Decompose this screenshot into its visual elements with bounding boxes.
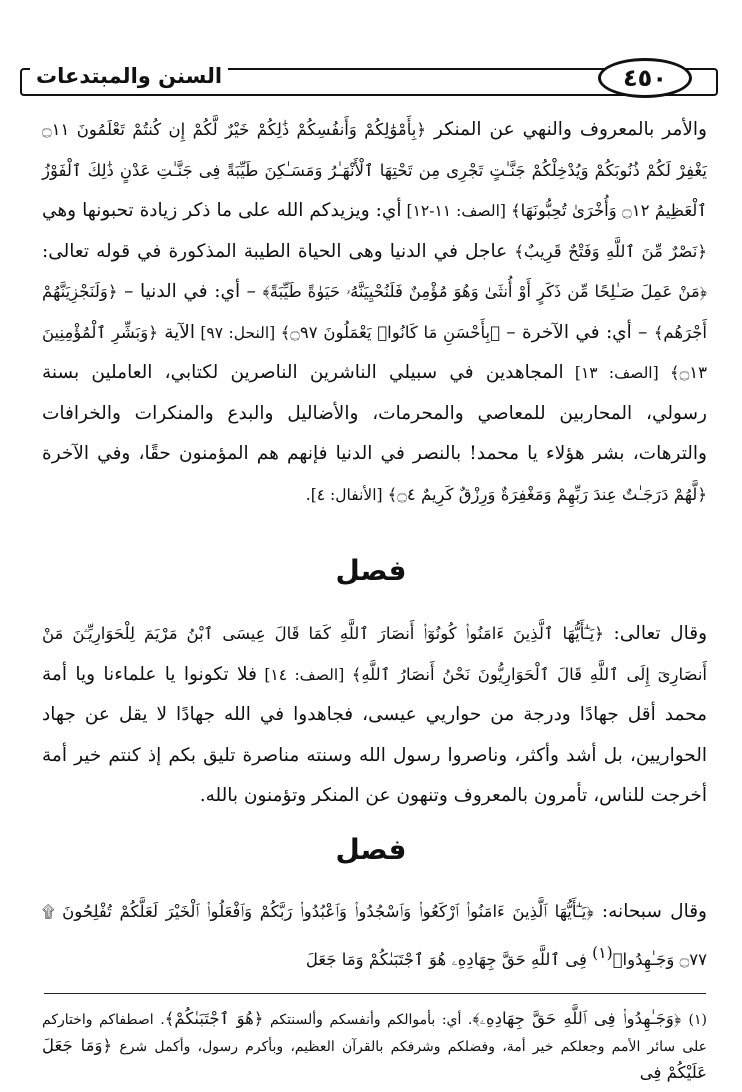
footnote-mark: (١) — [592, 943, 613, 962]
body-text: – أي: في الآخرة – — [500, 321, 654, 343]
verse-reference: [الصف: ١٣] — [563, 364, 670, 382]
paragraph-3 — [42, 892, 707, 980]
body-text: – أي: في الدنيا – — [117, 281, 263, 302]
body-text: وقال تعالى: — [603, 623, 707, 644]
quran-verse: ﴿نَصْرٌ مِّنَ ٱللَّهِ وَفَتْحٌ قَرِيبٌ﴾ — [514, 241, 707, 261]
quran-verse: فِى ٱللَّهِ حَقَّ جِهَادِهِۦ هُوَ ٱجْتَبَىٰكُمْ وَمَا جَعَلَ — [305, 949, 593, 969]
quran-verse: ﴿وَمَا جَعَلَ عَلَيْكُمْ فِى — [42, 1036, 707, 1082]
footnote-text: . أي: بأموالكم وأنفسكم وألسنتكم — [263, 1012, 473, 1028]
quran-verse: ﴿بِأَحْسَنِ مَا كَانُوا۟ يَعْمَلُونَ ۝٩٧﴾ — [280, 322, 501, 342]
paragraph-2 — [42, 614, 707, 817]
paragraph-1 — [42, 110, 707, 515]
body-text: الآية — [157, 321, 195, 343]
chapter-title: السنن والمبتدعات — [30, 64, 228, 88]
verse-reference: [الصف: ١١-١٢] — [401, 202, 511, 220]
body-text: والأمر بالمعروف والنهي عن المنكر — [426, 119, 707, 140]
quran-verse: ﴿لَّهُمْ دَرَجَـٰتٌ عِندَ رَبِّهِمْ وَمَغْفِرَةٌ وَرِزْقٌ كَرِيمٌ ۝٤﴾ — [387, 484, 707, 504]
page-number: ٤٥٠ — [598, 58, 692, 98]
quran-verse: ﴿وَلَنَجْزِيَنَّهُمْ أَجْرَهُم﴾ — [42, 282, 707, 342]
footnote-number: (١) — [688, 1012, 707, 1028]
section-heading: فصل — [335, 554, 407, 587]
quran-verse: ﴿وَجَـٰهِدُوا۟ فِى ٱللَّهِ حَقَّ جِهَادِهِۦ﴾ — [472, 1009, 689, 1028]
quran-verse: ﴿بِأَمْوَٰلِكُمْ وَأَنفُسِكُمْ ذَٰلِكُمْ خَيْرٌ لَّكُمْ إِن كُنتُمْ تَعْلَمُونَ ۝١١ يَغْفِرْ لَكُمْ ذُنُوبَكُمْ وَيُدْخِلْكُمْ جَنَّـٰتٍ تَجْرِى مِن تَحْتِهَا ٱلْأَنْهَـٰرُ وَمَسَـٰكِنَ طَيِّبَةً فِى جَنَّـٰتِ عَدْنٍ ذَٰلِكَ ٱلْفَوْزُ ٱلْعَظِيمُ ۝١٢ وَأُخْرَىٰ تُحِبُّونَهَا﴾ — [42, 120, 707, 220]
footnote-divider — [44, 993, 706, 994]
body-text: عاجل في الدنيا وهى الحياة الطيبة المذكورة في قوله تعالى: — [42, 240, 515, 262]
verse-reference: [النحل: ٩٧] — [194, 323, 281, 342]
body-text: أي: ويزيدكم الله على ما ذكر زيادة تحبونها وهي — [42, 200, 402, 221]
quran-verse: ﴿يَـٰٓأَيُّهَا ٱلَّذِينَ ءَامَنُوا۟ كُونُوٓا۟ أَنصَارَ ٱللَّهِ كَمَا قَالَ عِيسَى ٱبْنُ مَرْيَمَ لِلْحَوَارِيِّـۧنَ مَنْ أَنصَارِىٓ إِلَى ٱللَّهِ قَالَ ٱلْحَوَارِيُّونَ نَحْنُ أَنصَارُ ٱللَّهِ﴾ — [42, 624, 708, 684]
section-heading: فصل — [335, 833, 407, 866]
footnote — [42, 1006, 707, 1087]
body-text: فلا تكونوا يا علماءنا ويا أمة محمد أقل جهادًا ودرجة من حواريي عيسى، فجاهدوا في الله جهادًا لا يقل عن جهاد الحواريين، بل أشد وأكثر، وناصروا رسول الله وسنته مناصرة تليق بكم إذ كنتم خير أمة أخرجت للناس، تأمرون بالمعروف وتنهون عن المنكر وتؤمنون بالله. — [42, 663, 707, 806]
page-header — [20, 58, 714, 96]
body-text: وقال سبحانه: — [593, 901, 707, 922]
verse-reference: [الأنفال: ٤]. — [305, 485, 388, 504]
verse-reference: [الصف: ١٤] — [256, 665, 352, 684]
footnote-text: . اصطفاكم واختاركم على سائر الأمم وجعلكم خير أمة، وفضلكم وشرفكم بالقرآن العظيم، وبأكرم رسول، وأكمل شرع — [42, 1012, 707, 1055]
quran-verse: ﴿يَـٰٓأَيُّهَا ٱلَّذِينَ ءَامَنُوا۟ ٱرْكَعُوا۟ وَٱسْجُدُوا۟ وَٱعْبُدُوا۟ رَبَّكُمْ وَٱفْعَلُوا۟ ٱلْخَيْرَ لَعَلَّكُمْ تُفْلِحُونَ ۩ ۝٧٧ وَجَـٰهِدُوا۟ — [42, 902, 707, 969]
quran-verse: ﴿هُوَ ٱجْتَبَىٰكُمْ﴾ — [164, 1009, 264, 1028]
quran-verse: ﴿مَنْ عَمِلَ صَـٰلِحًا مِّن ذَكَرٍ أَوْ أُنثَىٰ وَهُوَ مُؤْمِنٌ فَلَنُحْيِيَنَّهُۥ حَيَوٰةً طَيِّبَةً﴾ — [262, 282, 707, 301]
body-text: المجاهدين في سبيلي الناشرين الناصرين لكتابي، العاملين بسنة رسولي، المحاربين للمعاصي والمحرمات، والأضاليل والبدع والمنكرات والخرافات والترهات، بشر هؤلاء يا محمد! بالنصر في الدنيا فإنهم هم المؤمنون حقًا، وفي الآخرة — [42, 362, 707, 464]
quran-verse: ﴿وَبَشِّرِ ٱلْمُؤْمِنِينَ ۝١٣﴾ — [42, 322, 707, 382]
